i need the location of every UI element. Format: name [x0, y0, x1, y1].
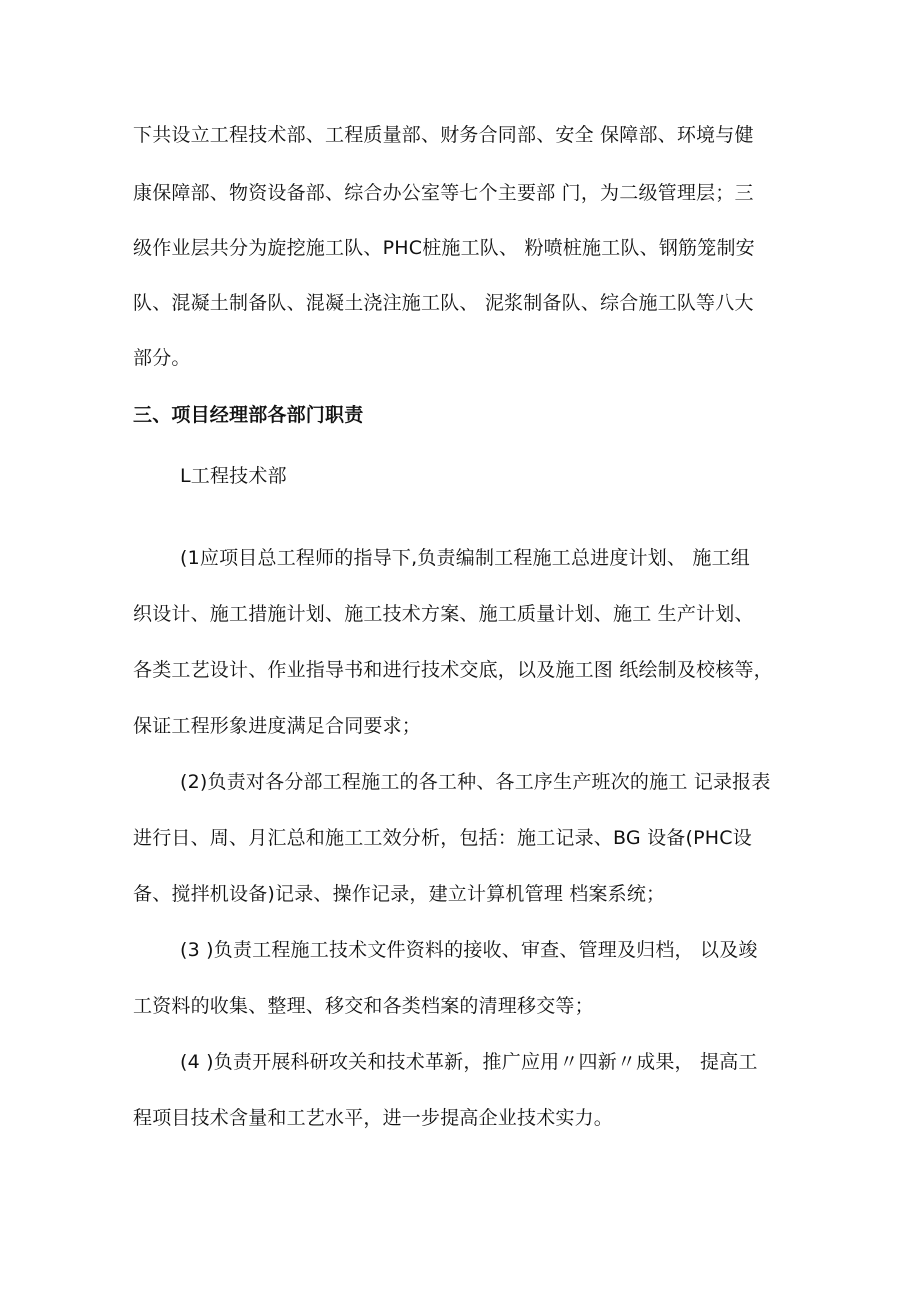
- item-1-line-1: (1应项目总工程师的指导下,负责编制工程施工总进度计划、 施工组: [180, 547, 750, 569]
- item-1-line-3: 各类工艺设计、作业指导书和进行技术交底，以及施工图 纸绘制及校核等，: [133, 659, 773, 681]
- item-2-line-1: (2)负责对各分部工程施工的各工种、各工序生产班次的施工 记录报表: [180, 771, 771, 793]
- subsection-heading: L工程技术部: [180, 465, 287, 487]
- intro-line-2: 康保障部、物资设备部、综合办公室等七个主要部 门，为二级管理层；三: [133, 182, 754, 204]
- intro-line-1: 下共设立工程技术部、工程质量部、财务合同部、安全 保障部、环境与健: [133, 124, 754, 146]
- intro-line-3: 级作业层共分为旋挖施工队、PHC桩施工队、 粉喷桩施工队、钢筋笼制安: [133, 237, 755, 259]
- intro-line-4: 队、混凝土制备队、混凝土浇注施工队、 泥浆制备队、综合施工队等八大: [133, 292, 754, 314]
- item-3-line-1: (3 )负责工程施工技术文件资料的接收、审查、管理及归档， 以及竣: [180, 939, 758, 961]
- item-2-line-2: 进行日、周、月汇总和施工工效分析，包括：施工记录、BG 设备(PHC设: [133, 827, 752, 849]
- item-4-line-2: 程项目技术含量和工艺水平，进一步提高企业技术实力。: [133, 1107, 614, 1129]
- intro-line-5: 部分。: [133, 347, 191, 369]
- item-3-line-2: 工资料的收集、整理、移交和各类档案的清理移交等；: [133, 995, 594, 1017]
- section-heading: 三、项目经理部各部门职责: [133, 404, 364, 426]
- item-4-line-1: (4 )负责开展科研攻关和技术革新，推广应用〃四新〃成果， 提高工: [180, 1051, 758, 1073]
- item-1-line-4: 保证工程形象进度满足合同要求；: [133, 715, 422, 737]
- item-1-line-2: 织设计、施工措施计划、施工技术方案、施工质量计划、施工 生产计划、: [133, 603, 754, 625]
- item-2-line-3: 备、搅拌机设备)记录、操作记录，建立计算机管理 档案系统；: [133, 883, 666, 905]
